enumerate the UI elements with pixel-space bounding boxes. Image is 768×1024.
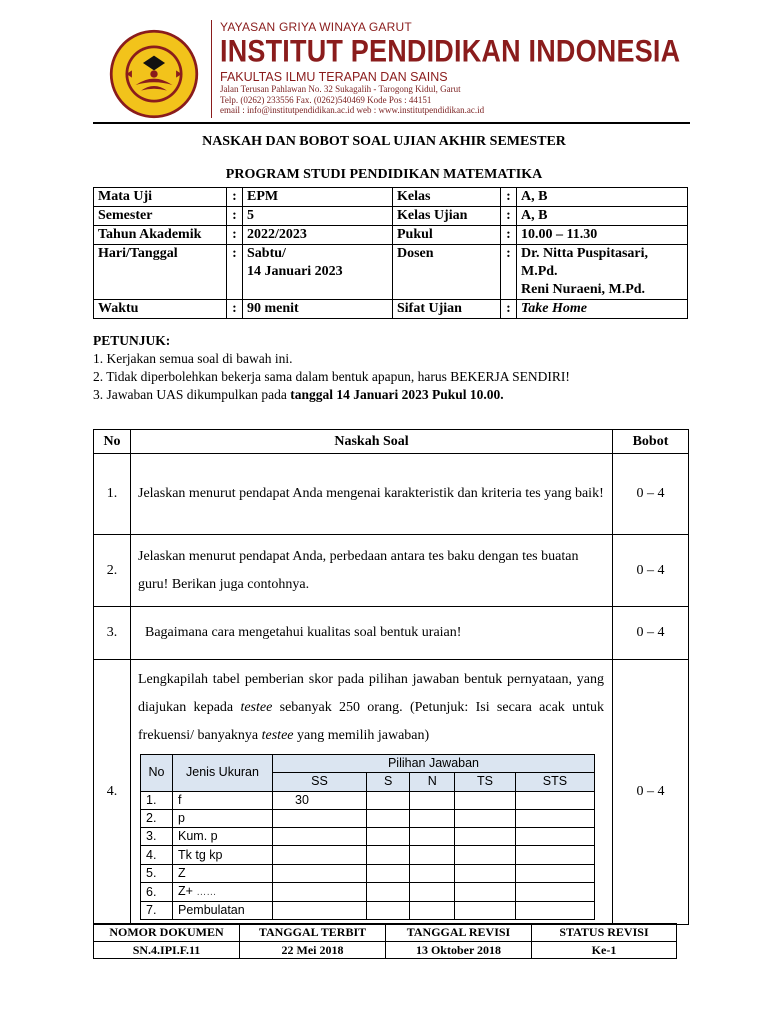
hari-label: Hari/Tanggal [94, 245, 227, 300]
dosen-line-1: Dr. Nitta Puspitasari, [521, 246, 649, 261]
opt-ss: SS [273, 773, 367, 791]
letterhead-text [220, 20, 700, 116]
cell [273, 809, 367, 827]
cell [273, 846, 367, 864]
instruction-item: 2. Tidak diperbolehkan bekerja sama dalam bentuk apapun, harus BEKERJA SENDIRI! [93, 369, 570, 384]
table-header-row [94, 924, 677, 942]
question-weight: 0 – 4 [613, 660, 689, 925]
header-rule [93, 122, 690, 124]
dosen-line-3: Reni Nuraeni, M.Pd. [521, 282, 646, 297]
q4-testee: testee [261, 728, 294, 743]
kelas-ujian-label: Kelas Ujian [393, 207, 501, 226]
cell [515, 883, 594, 902]
cell [410, 809, 455, 827]
separator: : [227, 245, 243, 300]
q4-testee: testee [240, 700, 273, 715]
cell [273, 828, 367, 846]
document-footer-table [93, 923, 677, 959]
row-no: 4. [141, 846, 173, 864]
instruction-item [93, 386, 693, 404]
foundation-name: YAYASAN GRIYA WINAYA GARUT [220, 20, 412, 34]
row-no: 7. [141, 902, 173, 920]
instructions [93, 332, 693, 404]
table-row [94, 660, 689, 925]
separator: : [501, 188, 517, 207]
row-label: Tk tg kp [173, 846, 273, 864]
col-no: No [141, 755, 173, 792]
separator: : [501, 226, 517, 245]
cell [455, 828, 516, 846]
hari-value [243, 245, 393, 300]
q4-text-a: Lengkapilah tabel pemberian skor pada pilihan jawaban bentuk pernyataan, yang diajukan kepada [138, 672, 604, 715]
dosen-label: Dosen [393, 245, 501, 300]
opt-n: N [410, 773, 455, 791]
cell [410, 846, 455, 864]
separator: : [227, 207, 243, 226]
col-bobot: Bobot [613, 430, 689, 454]
cell [410, 902, 455, 920]
question-number: 3. [94, 607, 131, 660]
separator: : [227, 188, 243, 207]
phone: Telp. (0262) 233556 Fax. (0262)540469 Kode Pos : 44151 [220, 94, 432, 105]
cell [455, 902, 516, 920]
opt-s: S [366, 773, 409, 791]
question-number: 2. [94, 535, 131, 607]
kelas-value: A, B [517, 188, 688, 207]
cell [410, 791, 455, 809]
separator: : [227, 226, 243, 245]
separator: : [501, 245, 517, 300]
address: Jalan Terusan Pahlawan No. 32 Sukagalih - Tarogong Kidul, Garut [220, 84, 461, 94]
cell-ss: 30 [273, 791, 367, 809]
institution-logo [108, 28, 200, 120]
row-label: Kum. p [173, 828, 273, 846]
exam-info-table [93, 187, 688, 319]
table-row [141, 902, 595, 920]
cell [455, 791, 516, 809]
table-row [94, 245, 688, 300]
table-row [141, 846, 595, 864]
cell [273, 883, 367, 902]
cell [410, 864, 455, 882]
table-header-row [141, 755, 595, 773]
cell [455, 846, 516, 864]
cell [515, 846, 594, 864]
table-row [94, 207, 688, 226]
cell [515, 864, 594, 882]
kelas-ujian-value: A, B [517, 207, 688, 226]
instruction-item: 1. Kerjakan semua soal di bawah ini. [93, 351, 293, 366]
cell [366, 791, 409, 809]
questions-table [93, 429, 689, 925]
header-divider [211, 20, 212, 118]
question-text: Jelaskan menurut pendapat Anda, perbedaan antara tes baku dengan tes buatan guru! Berikan juga contohnya. [131, 535, 613, 607]
pukul-label: Pukul [393, 226, 501, 245]
question-text [131, 660, 612, 750]
instruction-text: 3. Jawaban UAS dikumpulkan pada [93, 387, 291, 402]
question-text: Jelaskan menurut pendapat Anda mengenai karakteristik dan kriteria tes yang baik! [131, 454, 613, 535]
table-row [94, 188, 688, 207]
dosen-line-2: M.Pd. [521, 264, 558, 279]
table-row [141, 791, 595, 809]
hari-line-1: Sabtu/ [247, 246, 286, 261]
row-no: 3. [141, 828, 173, 846]
faculty-name: FAKULTAS ILMU TERAPAN DAN SAINS [220, 70, 448, 84]
sifat-value: Take Home [517, 300, 688, 319]
tahun-value: 2022/2023 [243, 226, 393, 245]
pukul-value: 10.00 – 11.30 [517, 226, 688, 245]
question-number: 4. [94, 660, 131, 925]
row-no: 5. [141, 864, 173, 882]
cell [366, 828, 409, 846]
table-row [141, 883, 595, 902]
question-weight: 0 – 4 [613, 607, 689, 660]
row-no: 1. [141, 791, 173, 809]
waktu-label: Waktu [94, 300, 227, 319]
cell [515, 791, 594, 809]
semester-label: Semester [94, 207, 227, 226]
footer-revision-date-label: TANGGAL REVISI [386, 924, 532, 942]
letterhead [108, 20, 708, 120]
footer-revision-status-label: STATUS REVISI [532, 924, 677, 942]
table-row [94, 941, 677, 959]
row-label-text: Z+ [178, 884, 193, 899]
cell [515, 902, 594, 920]
cell [366, 809, 409, 827]
col-no: No [94, 430, 131, 454]
cell [410, 828, 455, 846]
cell [515, 809, 594, 827]
separator: : [501, 207, 517, 226]
dosen-value [517, 245, 688, 300]
row-label: f [173, 791, 273, 809]
sifat-label: Sifat Ujian [393, 300, 501, 319]
cell [366, 883, 409, 902]
program-title: PROGRAM STUDI PENDIDIKAN MATEMATIKA [225, 167, 543, 182]
cell [455, 864, 516, 882]
row-label: p [173, 809, 273, 827]
cell [455, 809, 516, 827]
table-row [141, 809, 595, 827]
question-weight: 0 – 4 [613, 454, 689, 535]
separator: : [501, 300, 517, 319]
table-row [94, 226, 688, 245]
col-jenis: Jenis Ukuran [173, 755, 273, 792]
cell [515, 828, 594, 846]
question-text: Bagaimana cara mengetahui kualitas soal bentuk uraian! [131, 607, 613, 660]
footer-revision-status: Ke-1 [532, 941, 677, 959]
separator: : [227, 300, 243, 319]
table-row [141, 828, 595, 846]
contact: email : info@institutpendidikan.ac.id web : www.institutpendidikan.ac.id [220, 105, 485, 115]
q4-text-c: yang memilih jawaban) [293, 728, 430, 743]
table-row [94, 454, 689, 535]
cell [273, 864, 367, 882]
cell [410, 883, 455, 902]
footer-doc-number-label: NOMOR DOKUMEN [94, 924, 240, 942]
footer-revision-date: 13 Oktober 2018 [386, 941, 532, 959]
row-label: Z [173, 864, 273, 882]
instructions-heading: PETUNJUK: [93, 333, 171, 348]
scoring-table [140, 754, 595, 920]
question-weight: 0 – 4 [613, 535, 689, 607]
table-row [141, 864, 595, 882]
opt-ts: TS [455, 773, 516, 791]
table-header-row [94, 430, 689, 454]
col-pilihan: Pilihan Jawaban [273, 755, 595, 773]
question-number: 1. [94, 454, 131, 535]
waktu-value: 90 menit [243, 300, 393, 319]
row-no: 6. [141, 883, 173, 902]
footer-issue-date-label: TANGGAL TERBIT [240, 924, 386, 942]
mata-uji-label: Mata Uji [94, 188, 227, 207]
institution-name: INSTITUT PENDIDIKAN INDONESIA [220, 34, 681, 69]
opt-sts: STS [515, 773, 594, 791]
tahun-label: Tahun Akademik [94, 226, 227, 245]
table-row [94, 607, 689, 660]
cell [273, 902, 367, 920]
table-row [94, 535, 689, 607]
cell [366, 846, 409, 864]
mata-uji-value: EPM [243, 188, 393, 207]
semester-value: 5 [243, 207, 393, 226]
footer-issue-date: 22 Mei 2018 [240, 941, 386, 959]
col-naskah: Naskah Soal [131, 430, 613, 454]
row-label: Pembulatan [173, 902, 273, 920]
question-cell [131, 660, 613, 925]
cell [366, 864, 409, 882]
hari-line-2: 14 Januari 2023 [247, 264, 343, 279]
row-label-dots: …… [196, 887, 217, 899]
footer-doc-number: SN.4.IPI.F.11 [94, 941, 240, 959]
kelas-label: Kelas [393, 188, 501, 207]
row-no: 2. [141, 809, 173, 827]
cell [455, 883, 516, 902]
table-row [94, 300, 688, 319]
row-label [173, 883, 273, 902]
cell [366, 902, 409, 920]
instruction-deadline: tanggal 14 Januari 2023 Pukul 10.00. [290, 387, 504, 402]
document-title: NASKAH DAN BOBOT SOAL UJIAN AKHIR SEMESTER [202, 134, 566, 149]
q4-text-b: sebanyak 250 orang. (Petunjuk: Isi secara acak untuk frekuensi/ banyaknya [138, 700, 604, 743]
